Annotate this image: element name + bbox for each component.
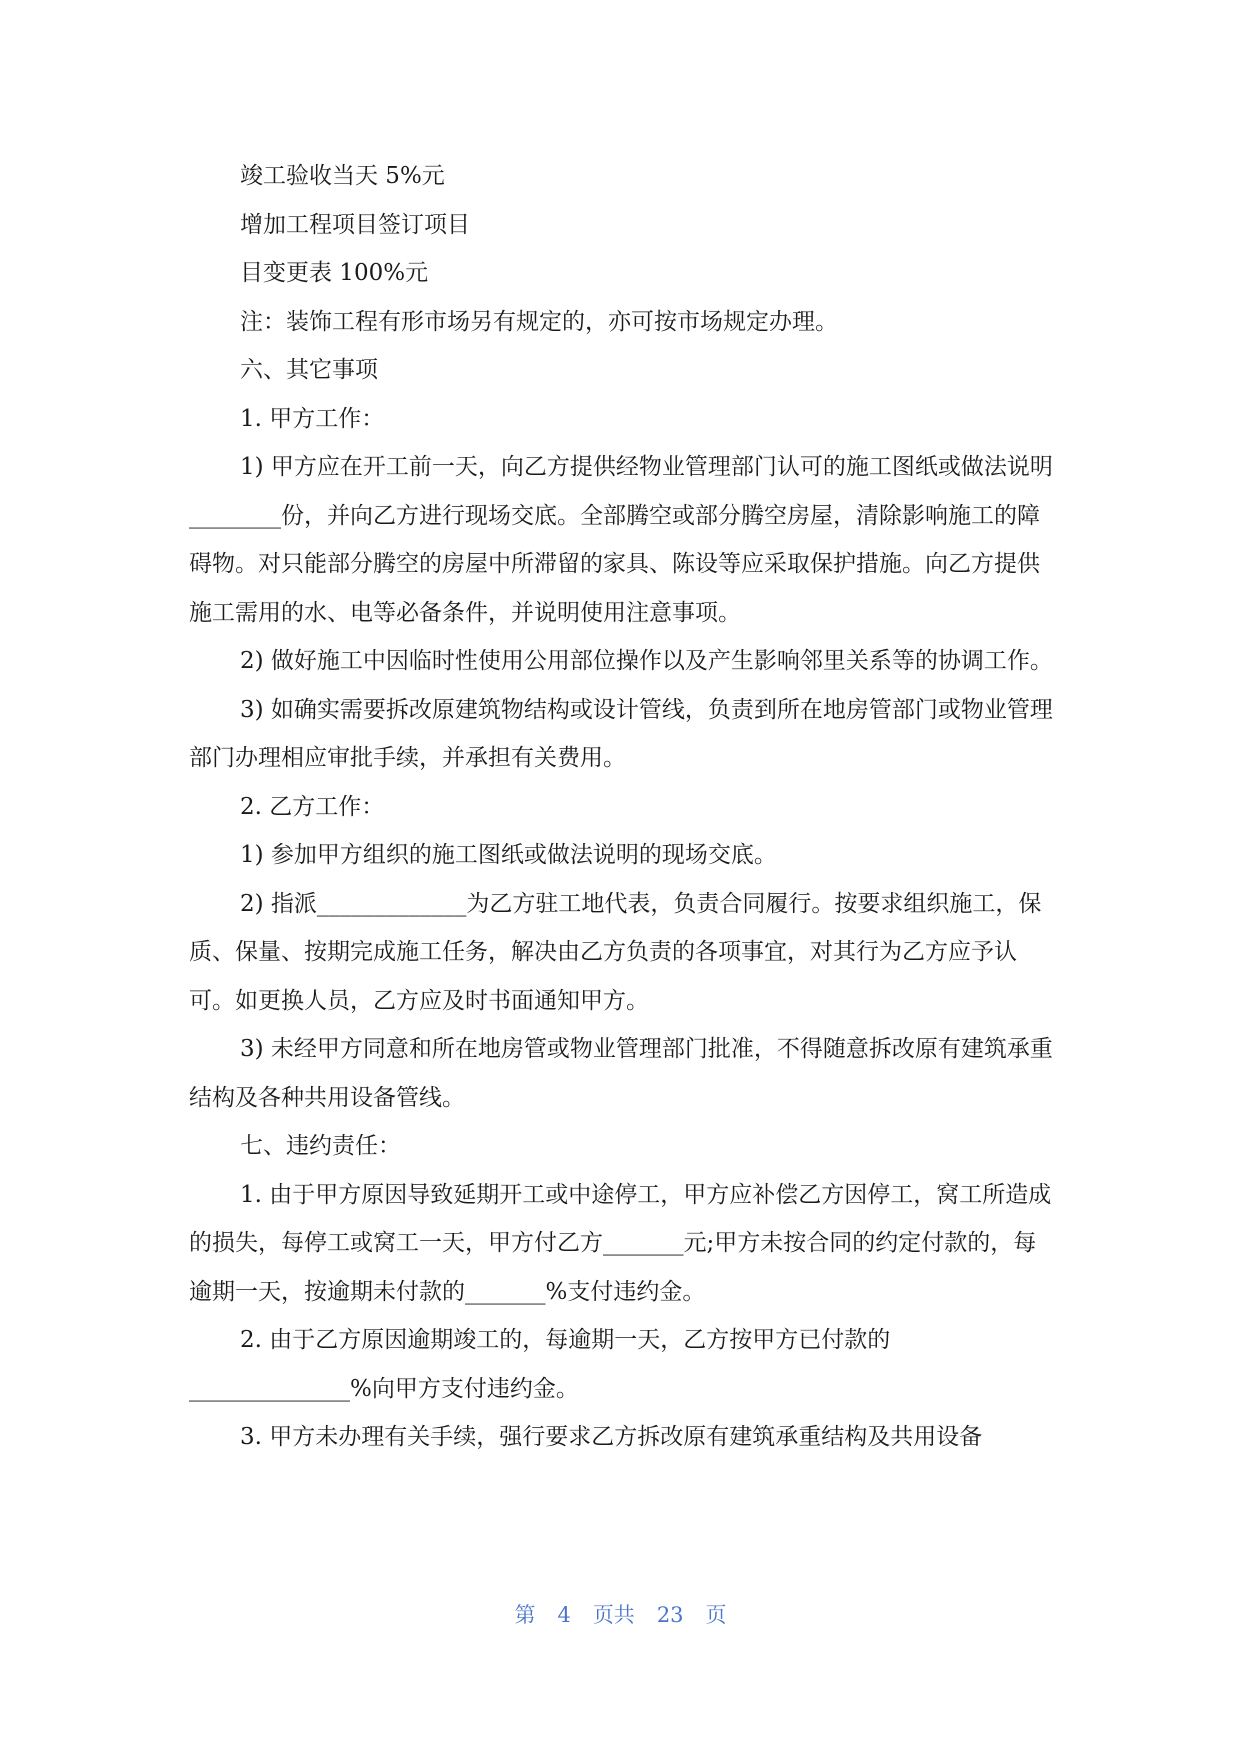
- paragraph: 1) 参加甲方组织的施工图纸或做法说明的现场交底。: [240, 842, 777, 868]
- page-footer: [0, 1599, 1241, 1629]
- page-middle: 页共: [592, 1603, 635, 1627]
- paragraph: 注：装饰工程有形市场另有规定的，亦可按市场规定办理。: [240, 308, 838, 335]
- subsection-heading: 2. 乙方工作：: [240, 793, 385, 820]
- paragraph: 2) 指派_____________为乙方驻工地代表，负责合同履行。按要求组织施工，保质、保量、按期完成施工任务，解决由乙方负责的各项事宜，对其行为乙方应予认可。如更换人员，乙方应及时书面通知甲方。: [189, 890, 1042, 1014]
- paragraph: 竣工验收当天 5%元: [240, 163, 445, 189]
- paragraph: 增加工程项目签订项目: [240, 211, 470, 238]
- section-heading: 六、其它事项: [240, 357, 378, 383]
- paragraph: 3. 甲方未办理有关手续，强行要求乙方拆改原有建筑承重结构及共用设备: [240, 1424, 983, 1450]
- paragraph: 2. 由于乙方原因逾期竣工的，每逾期一天，乙方按甲方已付款的: [240, 1327, 891, 1353]
- subsection-heading: 1. 甲方工作：: [240, 405, 385, 432]
- section-heading: 七、违约责任：: [240, 1133, 401, 1159]
- paragraph: ______________%向甲方支付违约金。: [189, 1375, 579, 1402]
- paragraph: 3) 未经甲方同意和所在地房管或物业管理部门批准，不得随意拆改原有建筑承重结构及各种共用设备管线。: [189, 1036, 1053, 1111]
- paragraph: 目变更表 100%元: [240, 260, 429, 286]
- page-number: 4: [557, 1603, 571, 1627]
- page-prefix: 第: [514, 1603, 536, 1627]
- total-pages: 23: [656, 1603, 684, 1627]
- paragraph: 2) 做好施工中因临时性使用公用部位操作以及产生影响邻里关系等的协调工作。: [240, 648, 1053, 674]
- paragraph: 3) 如确实需要拆改原建筑物结构或设计管线，负责到所在地房管部门或物业管理部门办理相应审批手续，并承担有关费用。: [189, 696, 1053, 771]
- paragraph: 1) 甲方应在开工前一天，向乙方提供经物业管理部门认可的施工图纸或做法说明________份，并向乙方进行现场交底。全部腾空或部分腾空房屋，清除影响施工的障碍物。对只能部分腾空的房屋中所滞留的家具、陈设等应采取保护措施。向乙方提供施工需用的水、电等必备条件，并说明使用注意事项。: [189, 454, 1053, 626]
- paragraph: 1. 由于甲方原因导致延期开工或中途停工，甲方应补偿乙方因停工，窝工所造成的损失，每停工或窝工一天，甲方付乙方_______元;甲方未按合同的约定付款的，每逾期一天，按逾期未付款的_______%支付违约金。: [189, 1181, 1052, 1305]
- page-suffix: 页: [705, 1603, 727, 1627]
- document-body: [189, 152, 1057, 1462]
